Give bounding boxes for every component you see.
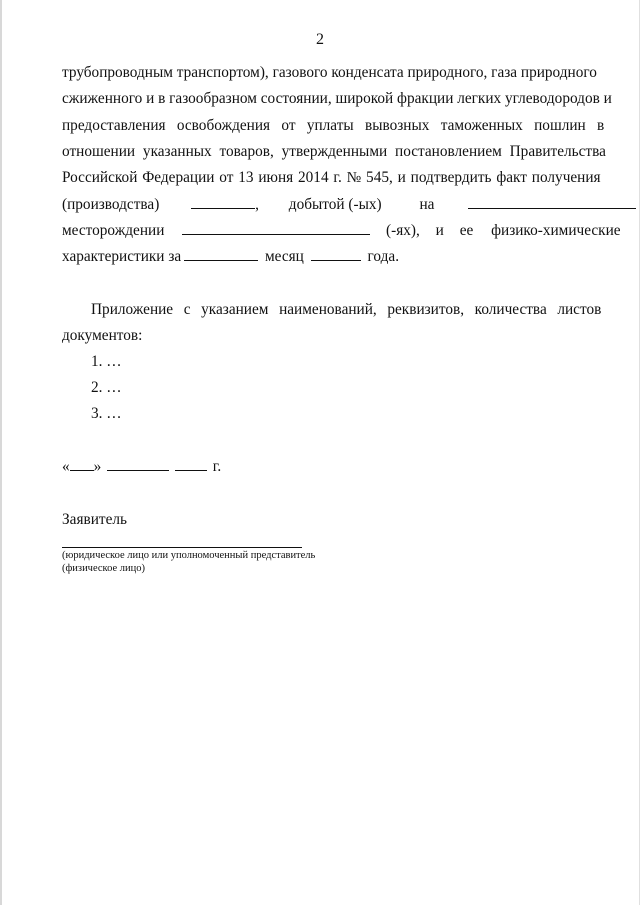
attachment-text-1: Приложение с указанием наименований, реквизитов, количества листов xyxy=(91,301,602,318)
day-blank[interactable] xyxy=(70,458,94,471)
year-label: года. xyxy=(367,248,400,265)
production-line xyxy=(62,196,610,214)
body-text-5: Российской Федерации от 13 июня 2014 г. № 545, и подтвердить факт получения xyxy=(62,169,601,186)
body-text-1: трубопроводным транспортом), газового конденсата природного, газа природного xyxy=(62,64,597,81)
on-label: на xyxy=(419,196,435,213)
production-label: (производства) xyxy=(62,196,160,213)
comma: , xyxy=(255,196,259,213)
and-word: и xyxy=(435,222,444,239)
period-blank[interactable] xyxy=(184,248,258,261)
year-abbrev: г. xyxy=(212,458,222,475)
signature-caption-1: (юридическое лицо или уполномоченный представитель xyxy=(62,550,316,561)
production-blank[interactable] xyxy=(191,196,255,209)
body-text-4: отношении указанных товаров, утвержденными постановлением Правительства xyxy=(62,143,606,160)
characteristics-line xyxy=(62,248,610,266)
attachment-item-3: 3. … xyxy=(91,405,122,422)
its-word: ее xyxy=(459,222,474,239)
body-line-3 xyxy=(62,117,610,135)
body-line-5 xyxy=(62,169,610,187)
characteristics-label: характеристики за xyxy=(62,248,182,265)
attachment-item-2: 2. … xyxy=(91,379,122,396)
attachment-line-1 xyxy=(62,301,610,319)
attachment-line-2 xyxy=(62,327,610,345)
body-line-4 xyxy=(62,143,610,161)
body-text-3: предоставления освобождения от уплаты вывозных таможенных пошлин в xyxy=(62,117,605,134)
physchem-word: физико-химические xyxy=(491,222,621,239)
date-line xyxy=(62,458,610,476)
body-line-1 xyxy=(62,64,610,82)
signature-caption-2: (физическое лицо) xyxy=(62,563,146,574)
body-line-2 xyxy=(62,90,610,108)
extracted-label: добытой (-ых) xyxy=(288,196,382,213)
deposit-line xyxy=(62,222,621,240)
signature-line[interactable] xyxy=(62,547,302,548)
attachment-text-2: документов: xyxy=(62,327,143,344)
page-number: 2 xyxy=(316,31,324,48)
year-blank[interactable] xyxy=(311,248,361,261)
year-digits-blank[interactable] xyxy=(175,458,207,471)
applicant-title: Заявитель xyxy=(62,511,127,528)
attachment-item-1: 1. … xyxy=(91,353,122,370)
date-close-quote: » xyxy=(93,458,102,475)
scan-edge xyxy=(0,0,2,905)
field-name-blank[interactable] xyxy=(468,196,636,209)
deposit-label: месторождении xyxy=(62,222,165,239)
month-name-blank[interactable] xyxy=(107,458,169,471)
deposit-blank[interactable] xyxy=(182,222,370,235)
month-label: месяц xyxy=(264,248,304,265)
body-text-2: сжиженного и в газообразном состоянии, широкой фракции легких углеводородов и xyxy=(62,90,612,107)
deposit-suffix: (-ях), xyxy=(386,222,420,239)
date-open-quote: « xyxy=(62,458,70,475)
